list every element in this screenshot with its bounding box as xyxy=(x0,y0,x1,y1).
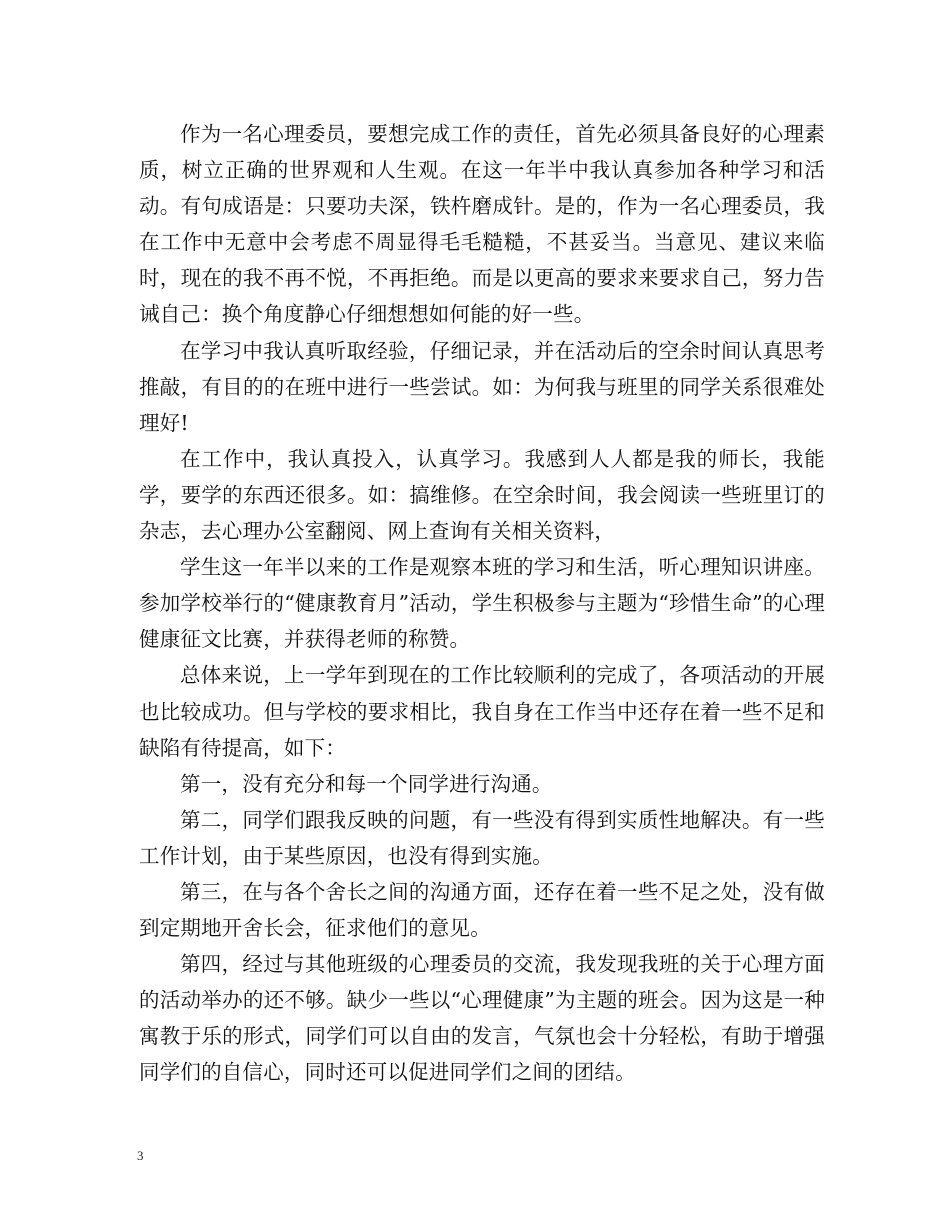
paragraph-8: 第三，在与各个舍长之间的沟通方面，还存在着一些不足之处，没有做到定期地开舍长会，征求他们的意见。 xyxy=(139,879,825,941)
paragraph-7: 第二，同学们跟我反映的问题，有一些没有得到实质性地解决。有一些工作计划，由于某些原因，也没有得到实施。 xyxy=(139,807,825,868)
paragraph-5: 总体来说，上一学年到现在的工作比较顺利的完成了，各项活动的开展也比较成功。但与学校的要求相比，我自身在工作当中还存在着一些不足和缺陷有待提高，如下： xyxy=(139,663,825,760)
paragraph-6: 第一，没有充分和每一个同学进行沟通。 xyxy=(180,771,553,796)
paragraph-1: 作为一名心理委员，要想完成工作的责任，首先必须具备良好的心理素质，树立正确的世界观和人生观。在这一年半中我认真参加各种学习和活动。有句成语是：只要功夫深，铁杵磨成针。是的，作为一名心理委员，我在工作中无意中会考虑不周显得毛毛糙糙，不甚妥当。当意见、建议来临时，现在的我不再不悦，不再拒绝。而是以更高的要求来要求自己，努力告诫自己：换个角度静心仔细想想如何能的好一些。 xyxy=(139,122,825,327)
body-text xyxy=(139,116,825,1091)
paragraph-9: 第四，经过与其他班级的心理委员的交流，我发现我班的关于心理方面 的活动举办的还不够。缺少一些以“心理健康”为主题的班会。因为这是一种寓教于乐的形式，同学们可以自由的发言，气氛也会十分轻松，有助于增强同学们的自信心，同时还可以促进同学们之间的团结。 xyxy=(139,952,825,1085)
paragraph-3: 在工作中，我认真投入，认真学习。我感到人人都是我的师长，我能学，要学的东西还很多。如：搞维修。在空余时间，我会阅读一些班里订的杂志，去心理办公室翻阅、网上查询有关相关资料， xyxy=(139,446,825,544)
paragraph-4: 学生这一年半以来的工作是观察本班的学习和生活，听心理知识讲座。参加学校举行的“健康教育月”活动，学生积极参与主题为“珍惜生命”的心理健康征文比赛，并获得老师的称赞。 xyxy=(139,555,825,652)
page-number: 3 xyxy=(137,1148,144,1163)
paragraph-2: 在学习中我认真听取经验，仔细记录，并在活动后的空余时间认真思考推敲，有目的的在班中进行一些尝试。如：为何我与班里的同学关系很难处理好! xyxy=(139,338,825,435)
